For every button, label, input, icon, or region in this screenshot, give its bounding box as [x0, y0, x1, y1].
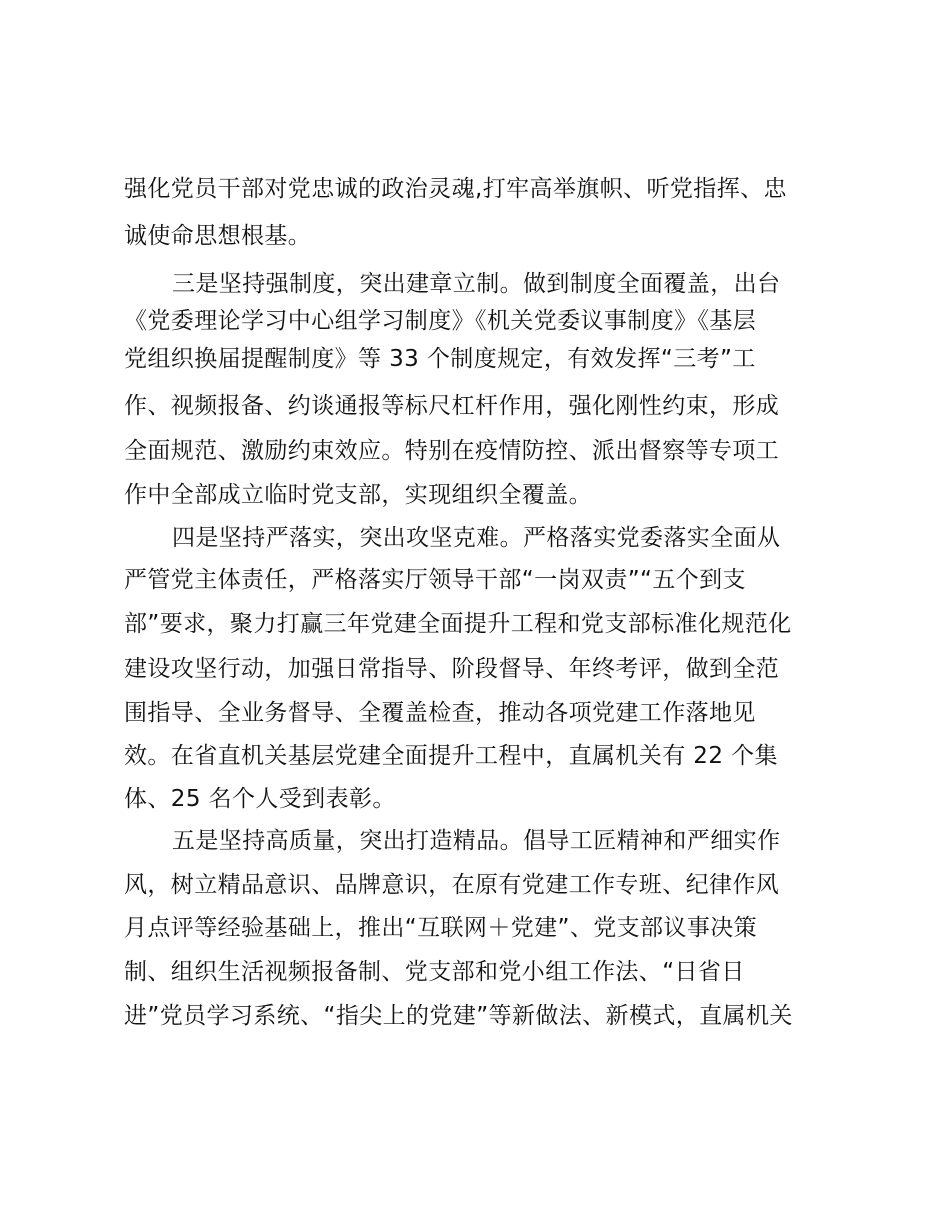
text-line: 《党委理论学习中心组学习制度》《机关党委议事制度》《基层: [124, 308, 757, 334]
text-line: 月点评等经验基础上，推出“互联网＋党建”、党支部议事决策: [124, 915, 758, 941]
text-line: 体、25 名个人受到表彰。: [124, 786, 396, 812]
text-line: 严管党主体责任，严格落实厅领导干部“一岗双责”“五个到支: [124, 567, 746, 593]
text-line: 风，树立精品意识、品牌意识，在原有党建工作专班、纪律作风: [124, 872, 780, 898]
paragraph-start-line: 四是坚持严落实，突出攻坚克难。严格落实党委落实全面从: [172, 525, 781, 551]
text-line: 围指导、全业务督导、全覆盖检查，推动各项党建工作落地见: [124, 700, 756, 726]
text-line: 进”党员学习系统、“指尖上的党建”等新做法、新模式，直属机关: [124, 1003, 793, 1029]
text-line: 全面规范、激励约束效应。特别在疫情防控、派出督察等专项工: [124, 438, 780, 464]
paragraph-start-line: 三是坚持强制度，突出建章立制。做到制度全面覆盖，出台: [172, 271, 781, 297]
text-line: 作、视频报备、约谈通报等标尺杠杆作用，强化刚性约束，形成: [124, 393, 780, 419]
text-line: 制、组织生活视频报备制、党支部和党小组工作法、“日省日: [124, 959, 745, 985]
text-line: 作中全部成立临时党支部，实现组织全覆盖。: [124, 482, 592, 508]
text-line: 建设攻坚行动，加强日常指导、阶段督导、年终考评，做到全范: [124, 656, 780, 682]
text-line: 效。在省直机关基层党建全面提升工程中，直属机关有 22 个集: [124, 743, 778, 769]
paragraph-start-line: 五是坚持高质量，突出打造精品。倡导工匠精神和严细实作: [172, 828, 781, 854]
text-line: 部”要求，聚力打赢三年党建全面提升工程和党支部标准化规范化: [124, 611, 792, 637]
text-line: 强化党员干部对党忠诚的政治灵魂,打牢高举旗帜、听党指挥、忠: [124, 176, 787, 202]
text-line: 诚使命思想根基。: [124, 223, 312, 249]
text-line: 党组织换届提醒制度》等 33 个制度规定，有效发挥“三考”工: [124, 346, 756, 372]
